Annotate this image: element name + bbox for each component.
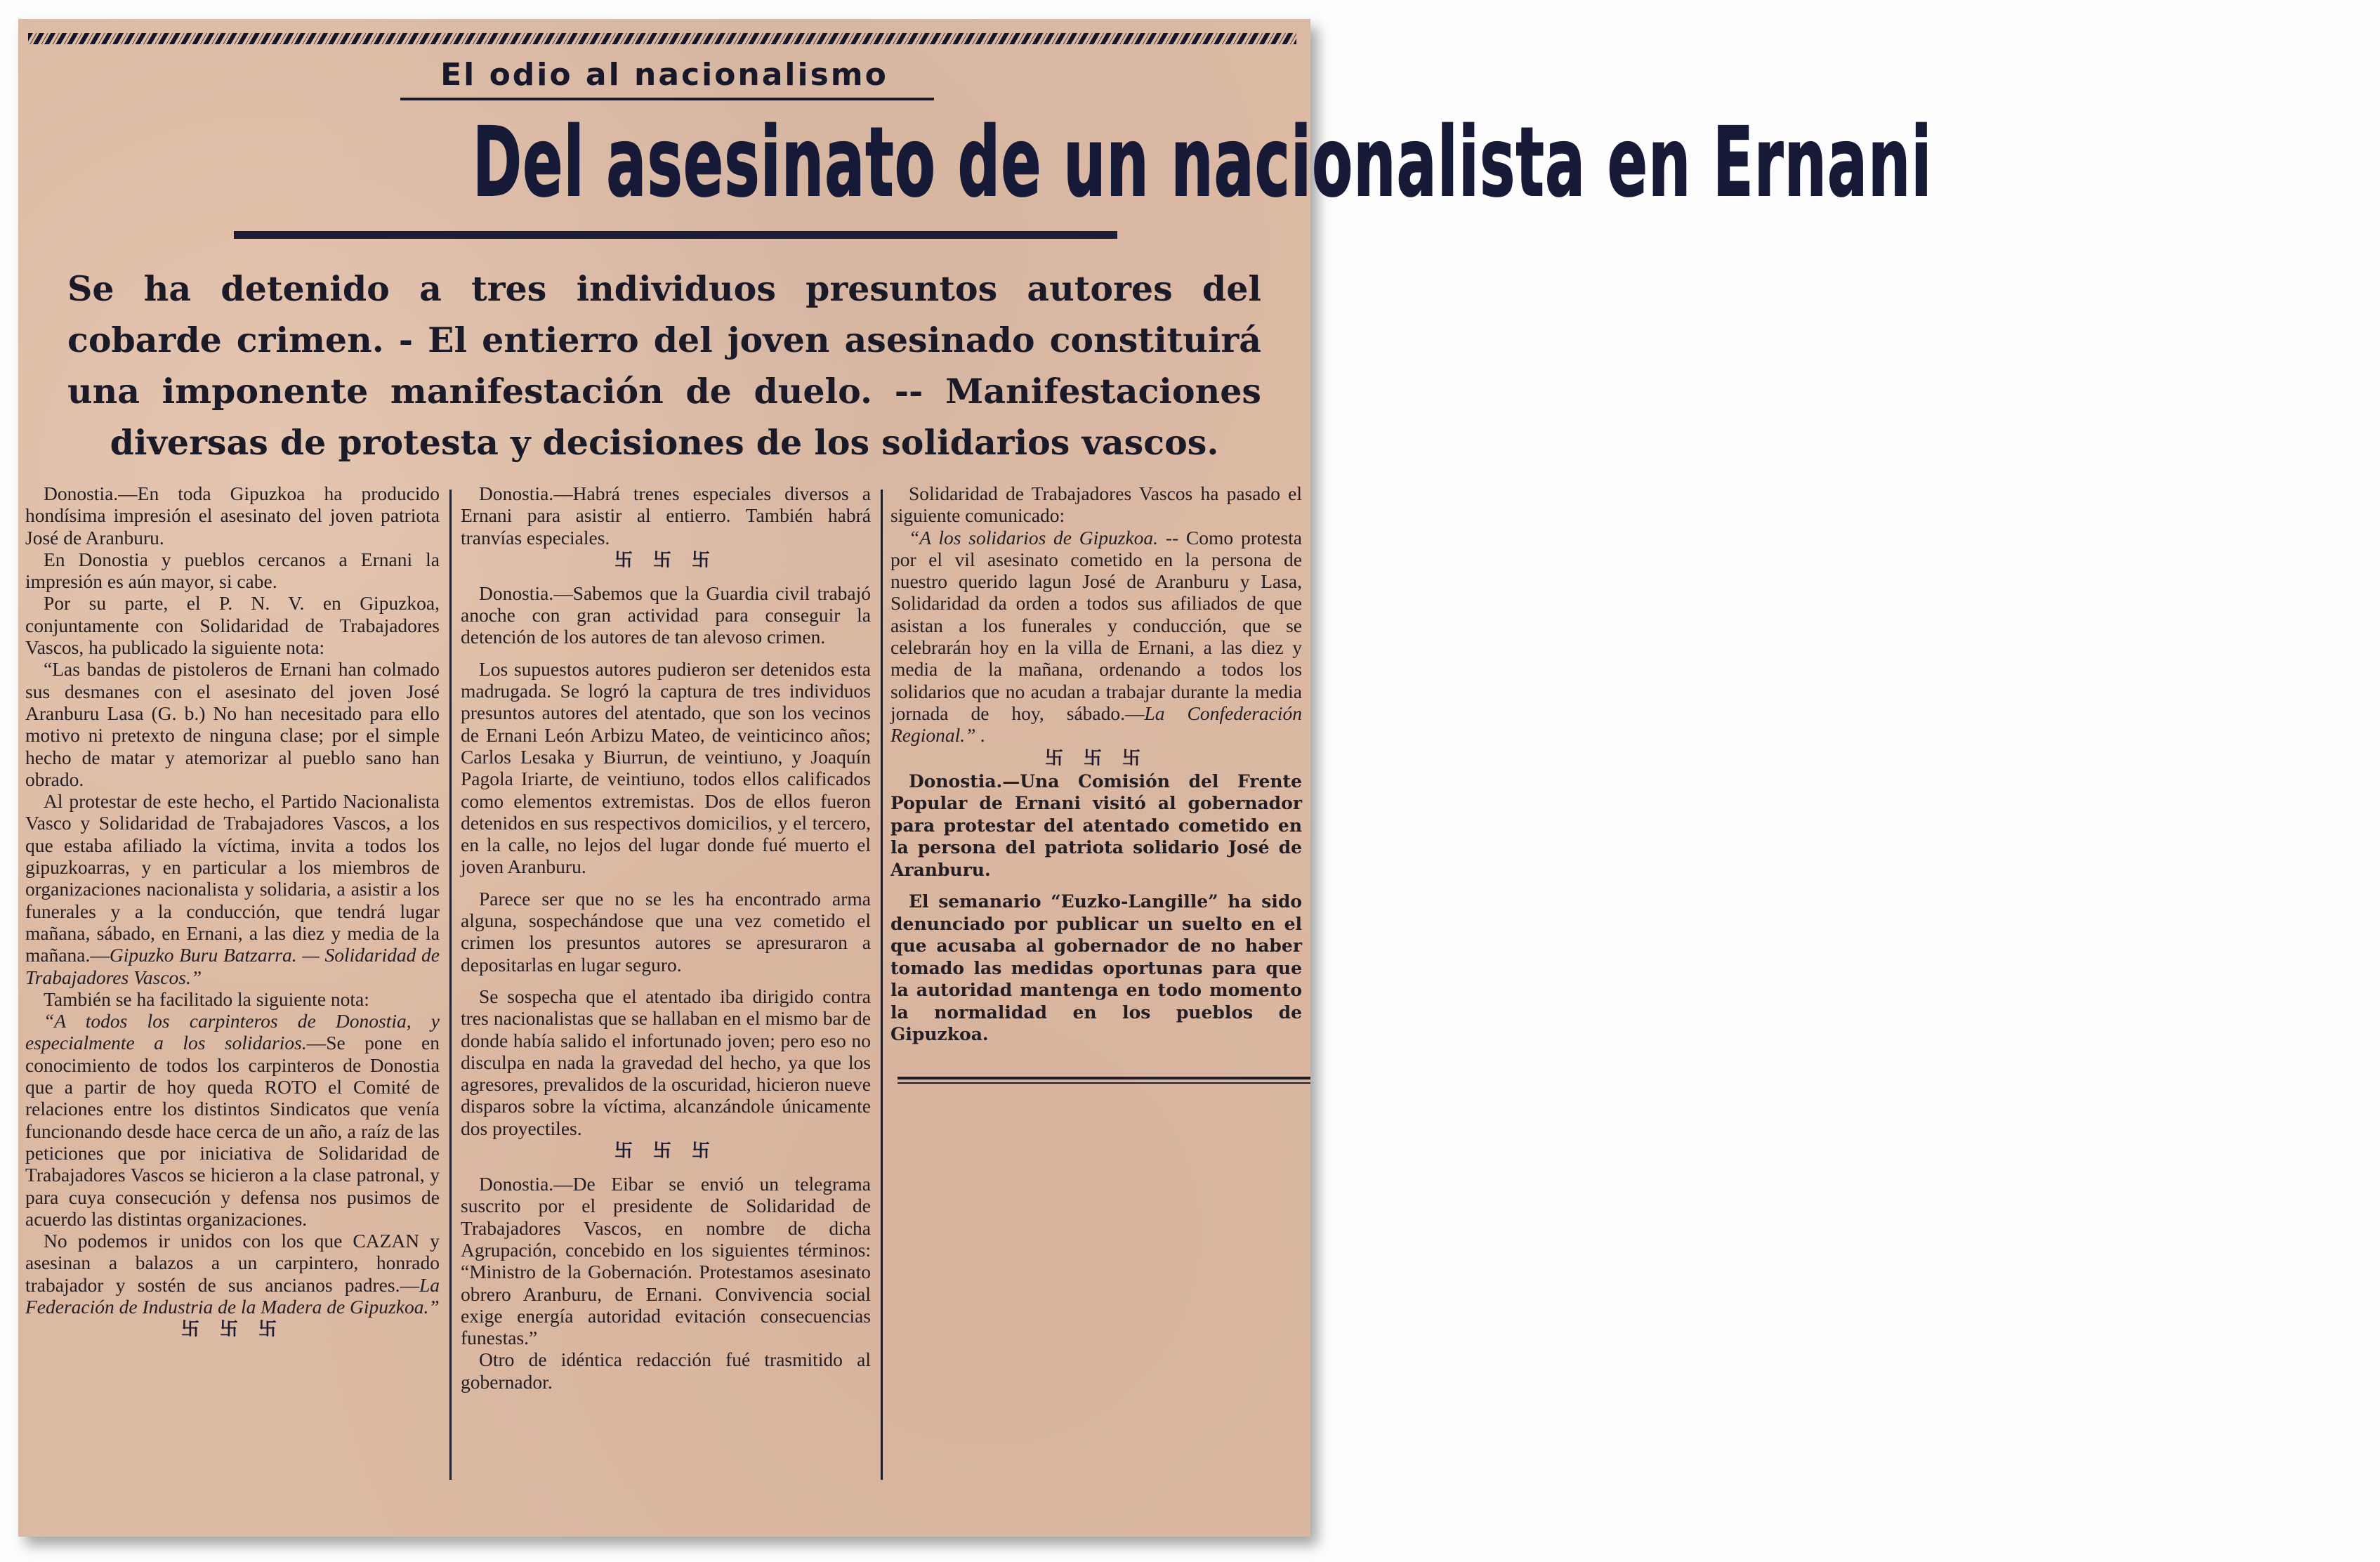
subheadline: Se ha detenido a tres individuos presuntos autores del cobarde crimen. - El entierro del joven asesinado constituirá una imponente manifestación de duelo. -- Manifestaciones diversas de protesta y decisiones de los solidarios vascos. xyxy=(67,268,1261,463)
signature: La Confederación Regional.” . xyxy=(890,702,1302,747)
swastika-ornament-icon: 卐 卐 卐 xyxy=(180,1319,284,1341)
main-headline xyxy=(25,107,1933,218)
paragraph: “Las bandas de pistoleros de Ernani han colmado sus desmanes con el asesinato del joven José Aranburu Lasa (G. b.) No han necesitado para ello motivo ni pretexto de ninguna clase; por el simple hecho de matar y atemorizar al pueblo sano han obrado. xyxy=(25,658,440,790)
paragraph xyxy=(25,1010,440,1230)
newspaper-clipping xyxy=(18,19,1933,1537)
paragraph: Se sospecha que el atentado iba dirigido contra tres nacionalistas que se hallaban en el mismo bar de donde había salido el infortunado joven; pero eso no disculpa en nada la gravedad del hecho, ya que los agresores, prevalidos de la oscuridad, hicieron nueve disparos sobre la víctima, alcanzándole únicamente dos proyectiles. xyxy=(461,985,871,1139)
article-column-1 xyxy=(25,483,440,1341)
paragraph: Solidaridad de Trabajadores Vascos ha pasado el siguiente comunicado: xyxy=(890,483,1302,527)
swastika-ornament-icon: 卐 卐 卐 xyxy=(614,1141,718,1162)
column-divider xyxy=(449,490,452,1480)
paragraph: Donostia.—De Eibar se envió un telegrama suscrito por el presidente de Solidaridad de Trabajadores Vascos, en nombre de dicha Agrupación, concebido en los siguientes términos: “Ministro de la Gobernación. Protestamos asesinato obrero Aranburu, de Ernani. Convivencia social exige energía autoridad evitación consecuencias funestas.” xyxy=(461,1173,871,1349)
paragraph: Por su parte, el P. N. V. en Gipuzkoa, conjuntamente con Solidaridad de Trabajadores Vascos, ha publicado la siguiente nota: xyxy=(25,592,440,659)
headline-rule xyxy=(234,231,1117,239)
kicker-underline xyxy=(400,98,934,100)
swastika-ornament-icon: 卐 卐 卐 xyxy=(614,549,718,571)
paragraph: Donostia.—Sabemos que la Guardia civil trabajó anoche con gran actividad para conseguir la detención de los autores de tan alevoso crimen. xyxy=(461,582,871,648)
paragraph: También se ha facilitado la siguiente nota: xyxy=(44,987,369,1010)
paragraph: Parece ser que no se les ha encontrado arma alguna, sospechándose que una vez cometido el crimen los presuntos autores se apresuraron a depositarlas en lugar seguro. xyxy=(461,887,871,976)
paragraph: En Donostia y pueblos cercanos a Ernani la impresión es aún mayor, si cabe. xyxy=(25,548,440,593)
signature: Gipuzko Buru Batzarra. — Solidaridad de Trabajadores Vascos.” xyxy=(25,944,440,988)
paragraph-text: No podemos ir unidos con los que CAZAN y asesinan a balazos a un carpintero, honrado trabajador y sostén de sus ancianos padres.— xyxy=(25,1230,440,1296)
paragraph: El semanario “Euzko-Langille” ha sido denunciado por publicar un suelto en el que acusaba al gobernador de no haber tomado las medidas oportunas para que la autoridad mantenga en todo momento la normalidad en los pueblos de Gipuzkoa. xyxy=(890,891,1302,1045)
article-column-2 xyxy=(461,483,871,1393)
paragraph: Donostia.—Una Comisión del Frente Popular de Ernani visitó al gobernador para protestar del atentado cometido en la persona del patriota solidario José de Aranburu. xyxy=(890,770,1302,880)
note-heading: “A todos los carpinteros de Donostia, y especialmente a los solidarios. xyxy=(25,1010,440,1054)
note-heading: “A los solidarios de Gipuzkoa. xyxy=(909,526,1159,549)
paragraph: Donostia.—Habrá trenes especiales diversos a Ernani para asistir al entierro. También habrá tranvías especiales. xyxy=(461,483,871,549)
paragraph xyxy=(890,527,1302,747)
article-column-3 xyxy=(890,483,1302,1046)
paragraph-text: —Se pone en conocimiento de todos los carpinteros de Donostia que a partir de hoy queda ROTO el Comité de relaciones entre los distintos Sindicatos que venía funcionando desde hace cerca de un año, a raíz de las peticiones que por iniciativa de Solidaridad de Trabajadores Vascos se hicieron a la clase patronal, y para cuya consecución y defensa nos pusimos de acuerdo las distintas organizaciones. xyxy=(25,1032,440,1230)
paragraph: Donostia.—En toda Gipuzkoa ha producido hondísima impresión el asesinato del joven patriota José de Aranburu. xyxy=(25,483,440,549)
kicker-title: El odio al nacionalismo xyxy=(440,57,888,93)
paragraph: Otro de idéntica redacción fué trasmitido al gobernador. xyxy=(461,1348,871,1393)
paragraph xyxy=(25,1230,440,1318)
headline-text: Del asesinato de un nacionalista en Ernani xyxy=(472,107,1933,218)
paragraph xyxy=(25,790,440,988)
signature: La Federación de Industria de la Madera de Gipuzkoa.” xyxy=(25,1273,440,1318)
paragraph-text: -- Como protesta por el vil asesinato cometido en la persona de nuestro querido lagun José de Aranburu y Lasa, Solidaridad da orden a todos sus afiliados de que asistan a los funerales y conducción, que se celebrarán hoy en la villa de Ernani, a las diez y media de la mañana, ordenando a todos los solidarios que no acudan a trabajar durante la media jornada de hoy, sábado.— xyxy=(890,526,1302,724)
hatched-top-border xyxy=(28,33,1296,44)
swastika-ornament-icon: 卐 卐 卐 xyxy=(1044,747,1148,769)
column-divider xyxy=(881,490,883,1480)
end-rule xyxy=(898,1077,1310,1079)
paragraph: Los supuestos autores pudieron ser detenidos esta madrugada. Se logró la captura de tres individuos presuntos autores del atentado, que son los vecinos de Ernani León Arbizu Mateo, de veinticinco años; Carlos Lesaka y Biurrun, de veintiuno, y Joaquín Pagola Iriarte, de veintiuno, todos ellos calificados como elementos extremistas. Dos de ellos fueron detenidos en sus respectivos domicilios, y el tercero, en la calle, no lejos del lugar donde fué muerto el joven Aranburu. xyxy=(461,657,871,878)
end-rule xyxy=(898,1082,1310,1084)
paragraph-text: Al protestar de este hecho, el Partido Nacionalista Vasco y Solidaridad de Trabajadores Vascos, a los que estaba afiliado la víctima, invita a todos los gipuzkoarras, y en particular a los miembros de organizaciones nacionalista y solidaria, a asistir a los funerales y a la conducción, que tendrá lugar mañana, sábado, en Ernani, a las diez y media de la mañana.— xyxy=(25,790,440,966)
